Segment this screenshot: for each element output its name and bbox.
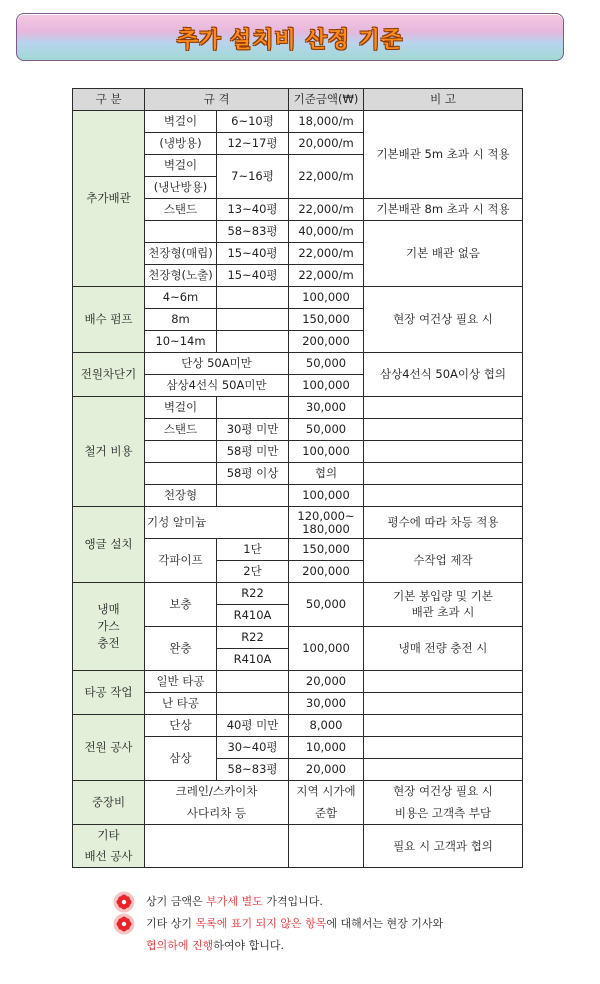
table-row [73,397,523,419]
cell: 스탠드 [145,419,217,441]
cell: 7~16평 [217,155,289,199]
title-banner [16,13,564,61]
cell: 30,000 [289,693,364,715]
cell: 평수에 따라 차등 적용 [364,507,523,539]
cell: 협의 [289,463,364,485]
table-row [73,507,523,539]
cell: R22 [217,627,289,649]
cell: 20,000 [289,759,364,781]
price-table [72,88,523,868]
category-gas [73,583,145,671]
cell: 현장 여건상 필요 시 [364,781,523,803]
cell: 200,000 [289,561,364,583]
flower-bullet-icon [113,891,135,913]
cell: 18,000/m [289,111,364,133]
cell [364,583,523,627]
cell: 20,000 [289,671,364,693]
cell: 삼상4선식 50A미만 [145,375,289,397]
header-price: 기준금액(₩) [289,89,364,111]
cell: 58~83평 [217,221,289,243]
note-highlight: 부가세 별도 [206,895,263,908]
cell: 22,000/m [289,155,364,199]
cell: 20,000/m [289,133,364,155]
cell: 50,000 [289,419,364,441]
cell [217,309,289,331]
cell: 150,000 [289,309,364,331]
cell: 벽걸이 [145,111,217,133]
cell: 100,000 [289,287,364,309]
flower-bullet-icon [113,913,135,935]
category-equipment: 중장비 [73,781,145,825]
cell: 15~40평 [217,265,289,287]
cell: 40평 미만 [217,715,289,737]
note-highlight: 목록에 표기 되지 않은 항목 [195,917,327,930]
cell: 13~40평 [217,199,289,221]
note-text: 상기 금액은 [146,895,207,908]
category-other [73,825,145,868]
cell: 58평 이상 [217,463,289,485]
cell [364,441,523,463]
cell [364,463,523,485]
cell: 8,000 [289,715,364,737]
cell: 50,000 [289,353,364,375]
cell: 크레인/스카이차 [145,781,289,803]
header-note: 비 고 [364,89,523,111]
header-spec: 규 격 [145,89,289,111]
category-angle: 앵글 설치 [73,507,145,583]
cell: 22,000/m [289,243,364,265]
note-text: 기타 상기 [146,917,196,930]
cell: 천장형(매립) [145,243,217,265]
page-title: 추가 설치비 산정 기준 [176,28,404,53]
note-text: 에 대해서는 현장 기사와 [326,917,444,930]
cell: 10,000 [289,737,364,759]
gas-top-up-note: 기본 봉입량 및 기본배관 초과 시 [393,588,493,619]
note-other [113,913,443,935]
cell [364,397,523,419]
cell: 준함 [289,803,364,825]
cell [145,463,217,485]
cell: 보충 [145,583,217,627]
cell [364,693,523,715]
cell: 비용은 고객측 부담 [364,803,523,825]
cell [145,441,217,463]
cell: 50,000 [289,583,364,627]
note-vat [113,891,443,913]
cell: 6~10평 [217,111,289,133]
cell: 100,000 [289,485,364,507]
cell: R410A [217,605,289,627]
cell: 완충 [145,627,217,671]
table-row [73,671,523,693]
table-row [73,111,523,133]
cell [217,331,289,353]
cell: 현장 여건상 필요 시 [364,287,523,353]
cell: 수작업 제작 [364,539,523,583]
cell: 30~40평 [217,737,289,759]
cell: 난 타공 [145,693,217,715]
cell: R22 [217,583,289,605]
category-breaker: 전원차단기 [73,353,145,397]
cell: (냉난방용) [145,177,217,199]
cell [217,693,289,715]
category-other-line1: 기타 [97,828,120,842]
cell: 4~6m [145,287,217,309]
cell [145,221,217,243]
cell: 30,000 [289,397,364,419]
cell: 지역 시가에 [289,781,364,803]
category-pipe: 추가배관 [73,111,145,287]
cell [217,397,289,419]
cell: 벽걸이 [145,155,217,177]
table-header-row [73,89,523,111]
cell: 천장형 [145,485,217,507]
cell [217,671,289,693]
cell: 58평 미만 [217,441,289,463]
cell: (냉방용) [145,133,217,155]
cell: 사다리차 등 [145,803,289,825]
cell [145,825,289,868]
table-row [73,287,523,309]
table-row [73,353,523,375]
notes [113,891,443,957]
cell: 기본 배관 없음 [364,221,523,287]
cell: 기본배관 8m 초과 시 적용 [364,199,523,221]
cell [364,671,523,693]
cell: 150,000 [289,539,364,561]
cell: 1단 [217,539,289,561]
cell [364,485,523,507]
cell: 일반 타공 [145,671,217,693]
cell: 22,000/m [289,199,364,221]
cell: R410A [217,649,289,671]
cell: 58~83평 [217,759,289,781]
cell: 15~40평 [217,243,289,265]
note-other-cont [113,935,443,957]
cell: 스탠드 [145,199,217,221]
cell [364,419,523,441]
cell: 10~14m [145,331,217,353]
header-category: 구 분 [73,89,145,111]
cell: 200,000 [289,331,364,353]
note-highlight: 협의하에 진행 [146,939,214,952]
table-row [73,715,523,737]
cell [364,759,523,781]
cell [364,715,523,737]
cell: 삼상 [145,737,217,781]
cell: 120,000~ 180,000 [289,507,364,539]
category-pump: 배수 펌프 [73,287,145,353]
cell: 냉매 전량 충전 시 [364,627,523,671]
cell: 단상 50A미만 [145,353,289,375]
table-row [73,781,523,803]
cell: 필요 시 고객과 협의 [364,825,523,868]
cell [289,825,364,868]
cell: 천장형(노출) [145,265,217,287]
cell: 100,000 [289,441,364,463]
cell: 각파이프 [145,539,217,583]
cell: 30평 미만 [217,419,289,441]
cell [217,485,289,507]
cell: 기본배관 5m 초과 시 적용 [364,111,523,199]
cell: 벽걸이 [145,397,217,419]
cell: 100,000 [289,375,364,397]
cell: 기성 알미늄 [145,507,289,539]
category-other-line2: 배선 공사 [84,849,133,863]
cell: 40,000/m [289,221,364,243]
table-row [73,825,523,868]
cell: 8m [145,309,217,331]
category-drilling: 타공 작업 [73,671,145,715]
cell: 삼상4선식 50A이상 협의 [364,353,523,397]
cell: 100,000 [289,627,364,671]
cell [217,287,289,309]
category-power: 전원 공사 [73,715,145,781]
note-text: 가격입니다. [262,895,323,908]
cell: 12~17평 [217,133,289,155]
cell [364,737,523,759]
table-row [73,583,523,605]
category-gas-label: 냉매 가스 충전 [97,602,120,650]
cell: 2단 [217,561,289,583]
category-removal: 철거 비용 [73,397,145,507]
cell: 단상 [145,715,217,737]
cell: 22,000/m [289,265,364,287]
note-text: 하여야 합니다. [213,939,285,952]
